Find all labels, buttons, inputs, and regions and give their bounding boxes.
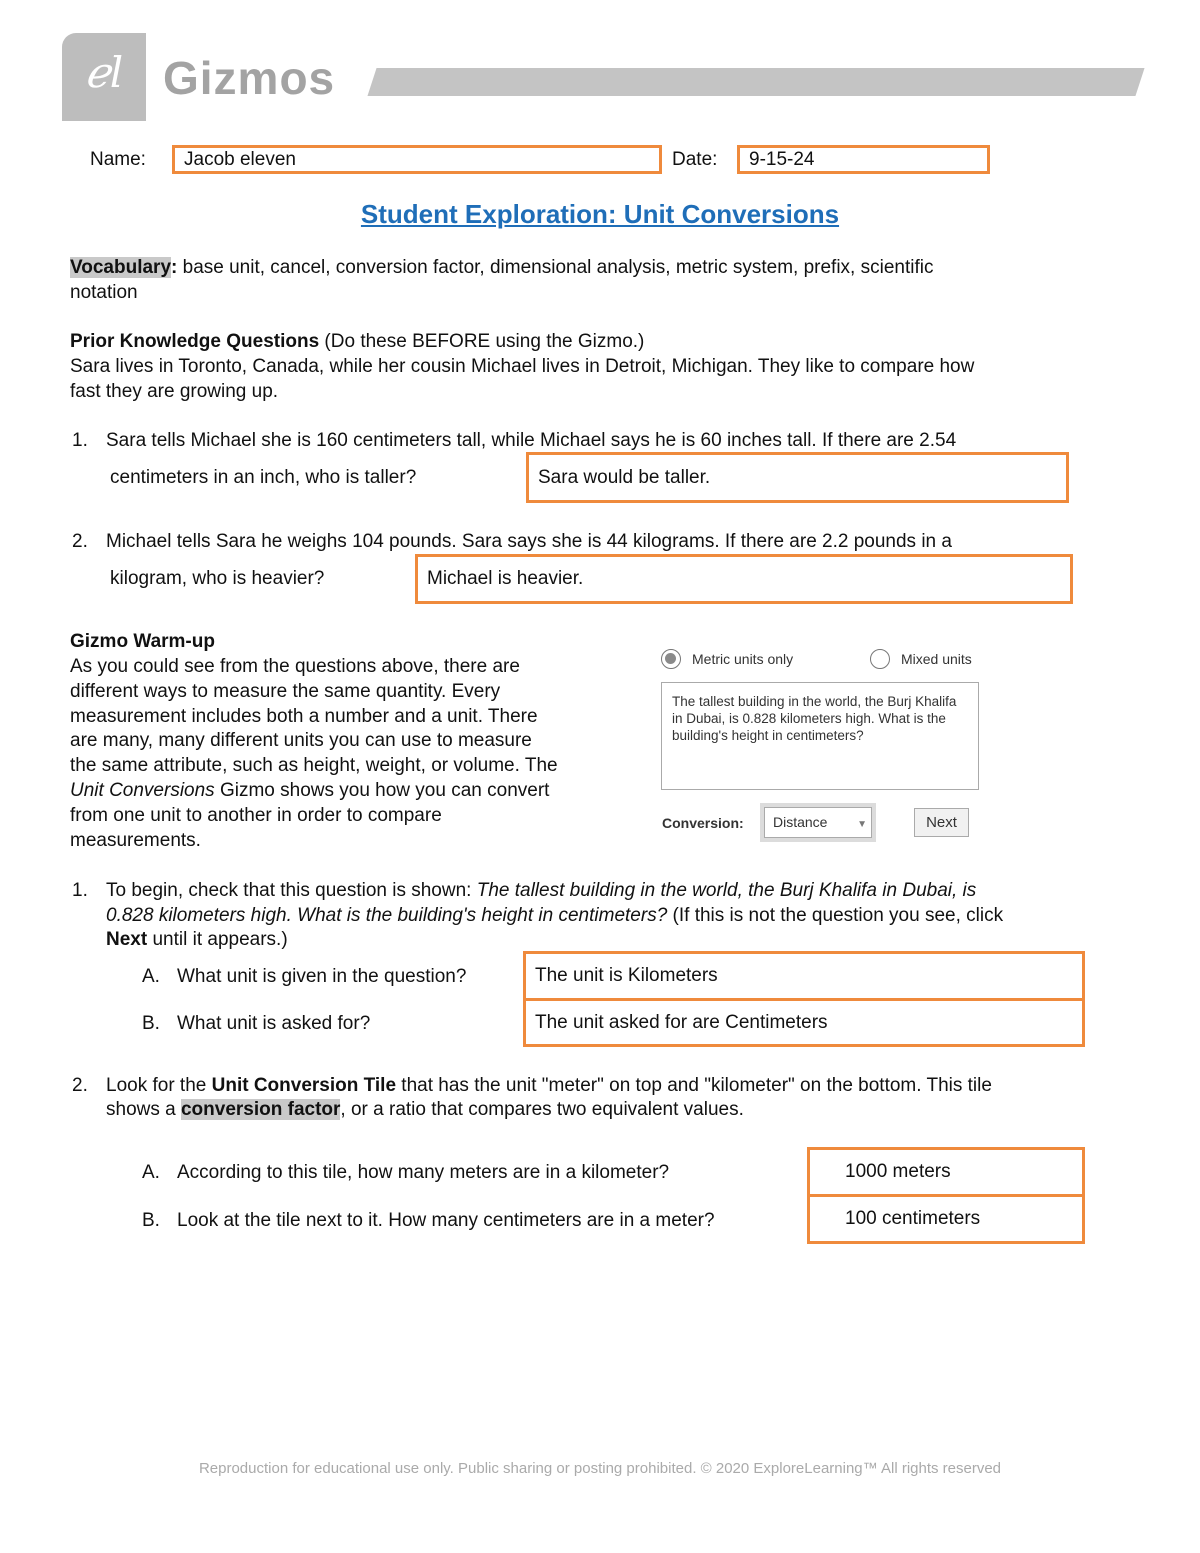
activity-q1-line-2 <box>106 904 1003 928</box>
conversion-select[interactable] <box>764 807 872 838</box>
metric-units-label: Metric units only <box>692 651 794 667</box>
date-value: 9-15-24 <box>749 148 815 170</box>
activity-q2a-answer: 1000 meters <box>845 1161 951 1182</box>
activity-q1-note: (If this is not the question you see, click <box>667 905 1004 926</box>
activity-q2-term: conversion factor <box>180 1099 341 1120</box>
prior-q2-answer: Michael is heavier. <box>427 568 584 589</box>
page-title: Student Exploration: Unit Conversions <box>360 199 840 229</box>
conversion-label: Conversion: <box>662 815 744 831</box>
mixed-units-radio[interactable] <box>870 649 890 669</box>
activity-q2b-label: B. <box>142 1210 160 1231</box>
prior-q2-line-2: kilogram, who is heavier? <box>110 568 325 589</box>
activity-q1-intro: To begin, check that this question is shown: <box>106 880 477 901</box>
name-value: Jacob eleven <box>184 148 296 170</box>
warmup-text-6 <box>70 779 549 803</box>
warmup-text-4: are many, many different units you can use to measure <box>70 730 532 751</box>
activity-q1-number: 1. <box>72 880 88 901</box>
name-label: Name: <box>90 149 146 170</box>
activity-q2-number: 2. <box>72 1075 88 1096</box>
warmup-text-6-rest: Gizmo shows you how you can convert <box>214 780 550 801</box>
activity-q1a-answer-box[interactable] <box>523 951 1085 1001</box>
activity-q2-text-a: Look for the <box>106 1075 212 1096</box>
prior-intro-1: Sara lives in Toronto, Canada, while her cousin Michael lives in Detroit, Michigan. They like to compare how <box>70 356 975 377</box>
activity-q2a-answer-box[interactable] <box>807 1147 1085 1197</box>
prior-heading-line <box>70 330 644 354</box>
warmup-text-1: As you could see from the questions above, there are <box>70 656 520 677</box>
activity-q2a-label: A. <box>142 1162 160 1183</box>
footer-copyright: Reproduction for educational use only. Public sharing or posting prohibited. © 2020 ExploreLearning™ All rights reserved <box>198 1460 1002 1477</box>
activity-q2b-answer-box[interactable] <box>807 1194 1085 1244</box>
conversion-select-value: Distance <box>773 814 828 830</box>
metric-units-radio[interactable] <box>661 649 681 669</box>
vocabulary-line-1 <box>70 256 933 280</box>
activity-q1b-text: What unit is asked for? <box>177 1013 371 1034</box>
header-bar <box>367 68 1144 96</box>
activity-q1a-label: A. <box>142 966 160 987</box>
prior-intro-2: fast they are growing up. <box>70 381 279 402</box>
activity-q1b-label: B. <box>142 1013 160 1034</box>
brand-wordmark: Gizmos <box>163 52 336 104</box>
activity-q1-line-1 <box>106 879 976 903</box>
date-label: Date: <box>672 149 718 170</box>
prior-q1-line-2: centimeters in an inch, who is taller? <box>110 467 417 488</box>
activity-q1-line-3 <box>106 928 288 952</box>
gizmo-question-panel <box>661 682 979 790</box>
activity-q2b-answer: 100 centimeters <box>845 1208 981 1229</box>
vocabulary-colon: : <box>171 257 178 278</box>
vocabulary-terms: base unit, cancel, conversion factor, dimensional analysis, metric system, prefix, scientific <box>177 257 934 278</box>
prior-q1-line-1: Sara tells Michael she is 160 centimeters tall, while Michael says he is 60 inches tall. If there are 2.54 <box>106 430 957 451</box>
activity-q1a-answer: The unit is Kilometers <box>535 965 718 986</box>
prior-q1-number: 1. <box>72 430 88 451</box>
activity-q2-line-2 <box>106 1098 744 1122</box>
activity-q2b-text: Look at the tile next to it. How many centimeters are in a meter? <box>177 1210 715 1231</box>
prior-heading: Prior Knowledge Questions <box>70 331 320 352</box>
warmup-text-3: measurement includes both a number and a unit. There <box>70 706 538 727</box>
vocabulary-label: Vocabulary <box>70 257 172 278</box>
activity-q2-text-c: shows a <box>106 1099 181 1120</box>
warmup-text-8: measurements. <box>70 830 201 851</box>
logo-mark <box>62 33 146 121</box>
activity-q2-text-d: , or a ratio that compares two equivalent values. <box>340 1099 744 1120</box>
activity-q1b-answer-box[interactable] <box>523 998 1085 1047</box>
activity-q1-question-1: The tallest building in the world, the Burj Khalifa in Dubai, is <box>476 880 977 901</box>
prior-heading-note: (Do these BEFORE using the Gizmo.) <box>319 331 645 352</box>
date-field[interactable] <box>737 145 990 174</box>
warmup-text-7: from one unit to another in order to compare <box>70 805 442 826</box>
warmup-text-5: the same attribute, such as height, weight, or volume. The <box>70 755 558 776</box>
radio-selected-dot <box>665 653 676 664</box>
prior-q2-answer-box[interactable] <box>415 554 1073 604</box>
chevron-down-icon: ▼ <box>857 819 867 830</box>
activity-q2-text-b: that has the unit "meter" on top and "kilometer" on the bottom. This tile <box>396 1075 992 1096</box>
activity-q1-note-end: until it appears.) <box>147 929 288 950</box>
next-button[interactable]: Next <box>914 808 969 837</box>
warmup-text-2: different ways to measure the same quantity. Every <box>70 681 501 702</box>
logo-glyph: ℯl <box>84 48 124 97</box>
prior-q1-answer: Sara would be taller. <box>538 466 711 488</box>
prior-q2-number: 2. <box>72 531 88 552</box>
conversion-select-frame <box>760 803 876 842</box>
warmup-gizmo-name: Unit Conversions <box>70 780 215 801</box>
gizmo-question-text: The tallest building in the world, the Burj Khalifa in Dubai, is 0.828 kilometers high. What is the building's height in centimeters? <box>672 694 957 743</box>
activity-q2-line-1 <box>106 1074 992 1098</box>
vocabulary-line-2: notation <box>70 282 138 303</box>
activity-q2-tile-name: Unit Conversion Tile <box>211 1075 397 1096</box>
activity-q2a-text: According to this tile, how many meters are in a kilometer? <box>177 1162 670 1183</box>
activity-q1b-answer: The unit asked for are Centimeters <box>535 1011 828 1033</box>
activity-q1-question-2: 0.828 kilometers high. What is the building's height in centimeters? <box>106 905 668 926</box>
prior-q1-answer-box[interactable] <box>526 452 1069 503</box>
activity-q1-next-word: Next <box>106 929 148 950</box>
prior-q2-line-1: Michael tells Sara he weighs 104 pounds. Sara says she is 44 kilograms. If there are 2.2 pounds in a <box>106 531 952 552</box>
name-field[interactable] <box>172 145 662 174</box>
warmup-heading: Gizmo Warm-up <box>70 631 215 652</box>
activity-q1a-text: What unit is given in the question? <box>177 966 467 987</box>
mixed-units-label: Mixed units <box>901 651 972 667</box>
